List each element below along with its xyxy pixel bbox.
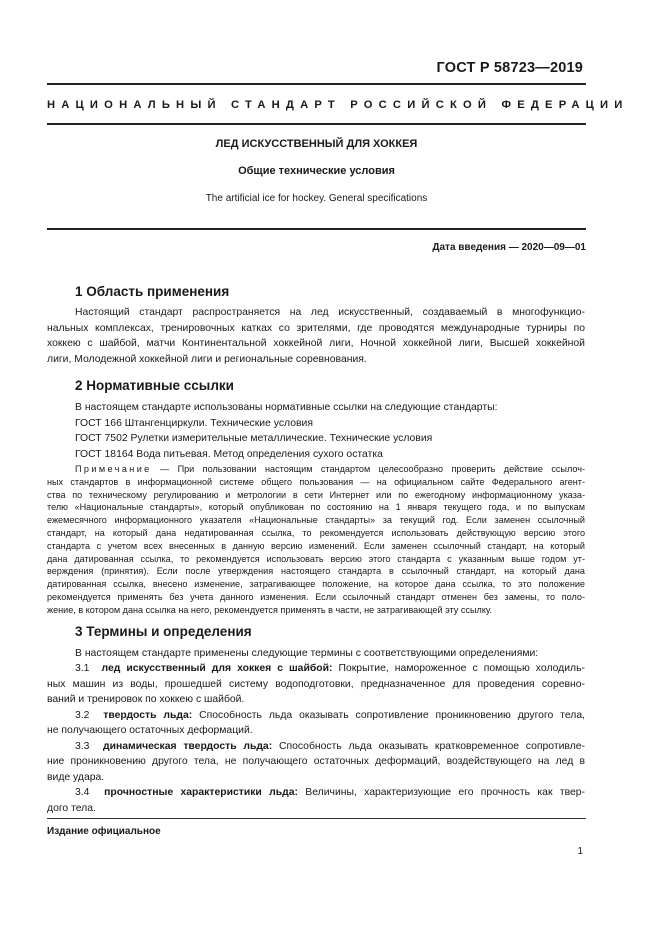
term-3-1 [47, 661, 585, 708]
text-line: ваний и тренировок по хоккею с шайбой. [47, 694, 245, 705]
text-line: 3.1 лед искусственный для хоккея с шайбой: Покрытие, намороженное с помощью холодиль- [75, 663, 585, 674]
text-line: виде удара. [47, 771, 105, 783]
official-edition-label: Издание официальное [47, 826, 161, 837]
note-line: Примечание — При пользовании настоящим стандартом целесообразно проверить действие ссылоч- [75, 464, 585, 474]
text-line: ние проникновению другого тела, не получающего остаточных деформаций, воздействующего на лед в [47, 756, 585, 767]
note-line: ства по техническому регулированию и метрологии в сети Интернет или по ежегодному информационному указа- [47, 489, 585, 500]
text-line: 3.4 прочностные характеристики льда: Величины, характеризующие его прочность как твер- [75, 787, 585, 798]
reference-gost-166: ГОСТ 166 Штангенциркули. Технические условия [75, 417, 313, 429]
reference-gost-18164: ГОСТ 18164 Вода питьевая. Метод определения сухого остатка [75, 448, 383, 460]
national-standard-title: НАЦИОНАЛЬНЫЙ СТАНДАРТ РОССИЙСКОЙ ФЕДЕРАЦИИ [47, 99, 629, 111]
note-line: ных стандартов в информационной системе общего пользования — на официальном сайте Федерального агент- [47, 476, 585, 487]
english-title: The artificial ice for hockey. General specifications [205, 193, 428, 204]
term-number: 3.2 [75, 709, 90, 721]
footer-rule [47, 818, 586, 819]
note-label: Примечание [75, 464, 152, 474]
section-2-heading: 2 Нормативные ссылки [75, 378, 234, 393]
text-line: 3.3 динамическая твердость льда: Способность льда оказывать кратковременное сопротивле- [75, 740, 585, 752]
note-line: стандарта с учетом всех внесенных в данную версию изменений. Если заменен ссылочный стандарт, на который [47, 540, 585, 551]
note-line: стандарт, на который дана недатированная ссылка, то рекомендуется использовать действующую версию этого [47, 527, 585, 538]
term-name: прочностные характеристики льда: [104, 787, 298, 798]
page-number: 1 [577, 846, 583, 857]
term-3-2 [47, 708, 585, 739]
header-rule [47, 83, 586, 85]
note-line: верждения (принятия). Если после утверждения настоящего стандарта в ссылочный стандарт, на который дана [47, 566, 585, 577]
gost-code: ГОСТ Р 58723—2019 [436, 60, 583, 76]
term-name: твердость льда: [103, 709, 193, 721]
text-line: нальных комплексах, тренировочных катках со зрителями, где проводятся международные турниры по [47, 322, 585, 334]
text-line: не получающего остаточных деформаций. [47, 725, 253, 736]
document-title: ЛЕД ИСКУССТВЕННЫЙ ДЛЯ ХОККЕЯ [215, 138, 418, 150]
reference-gost-7502: ГОСТ 7502 Рулетки измерительные металлические. Технические условия [75, 433, 433, 444]
text-line: лиги, Молодежной хоккейной лиги и региональные соревнования. [47, 353, 367, 365]
section-1-heading: 1 Область применения [75, 284, 230, 299]
section-2-intro: В настоящем стандарте использованы нормативные ссылки на следующие стандарты: [75, 402, 498, 413]
section-3-intro: В настоящем стандарте применены следующие термины с соответствующими определениями: [75, 648, 539, 659]
term-number: 3.1 [75, 663, 90, 674]
intro-date: Дата введения — 2020—09—01 [432, 242, 586, 253]
text-line: дого тела. [47, 802, 96, 814]
note-line: рекомендуется применять без учета данного изменения. Если ссылочный стандарт отменен без замены, то поло- [47, 591, 585, 602]
term-number: 3.3 [75, 740, 90, 752]
section-1-text [47, 305, 585, 367]
title-rule [47, 228, 586, 230]
note-line: жение, в котором дана ссылка на него, рекомендуется применять в части, не затрагивающей эту ссылку. [47, 604, 493, 615]
section-3-heading: 3 Термины и определения [75, 624, 252, 639]
note-line: датированная ссылка, внесено изменение, затрагивающее положение, на которое дана ссылка, то это положение [47, 579, 585, 590]
document-subtitle: Общие технические условия [238, 165, 395, 177]
term-name: лед искусственный для хоккея с шайбой: [101, 663, 333, 674]
term-name: динамическая твердость льда: [102, 740, 273, 752]
text-line: ных машин из воды, прошедшей систему водоподготовки, предназначенное для проведения соревно- [47, 678, 585, 690]
note-line: ежемесячного информационного указателя «Национальные стандарты» за текущий год. Если заменен ссылочный [47, 515, 585, 526]
note-line: дана датированная ссылка, то рекомендуется использовать версию этого стандарта с указанным выше годом ут- [47, 553, 585, 564]
term-number: 3.4 [75, 787, 90, 798]
section-2-note [47, 463, 585, 617]
term-3-3 [47, 739, 585, 786]
term-3-4 [47, 785, 585, 816]
text-line: 3.2 твердость льда: Способность льда оказывать сопротивление проникновению другого тела, [75, 709, 585, 721]
note-line: телю «Национальные стандарты», который опубликован по состоянию на 1 января текущего года, и по выпускам [47, 502, 585, 513]
text-line: Настоящий стандарт распространяется на лед искусственный, создаваемый в многофункцио- [75, 307, 585, 318]
national-rule [47, 123, 586, 125]
text-line: хоккею с шайбой, матчи Континентальной хоккейной лиги, Ночной хоккейной лиги, Высшей хоккейной [47, 338, 585, 349]
